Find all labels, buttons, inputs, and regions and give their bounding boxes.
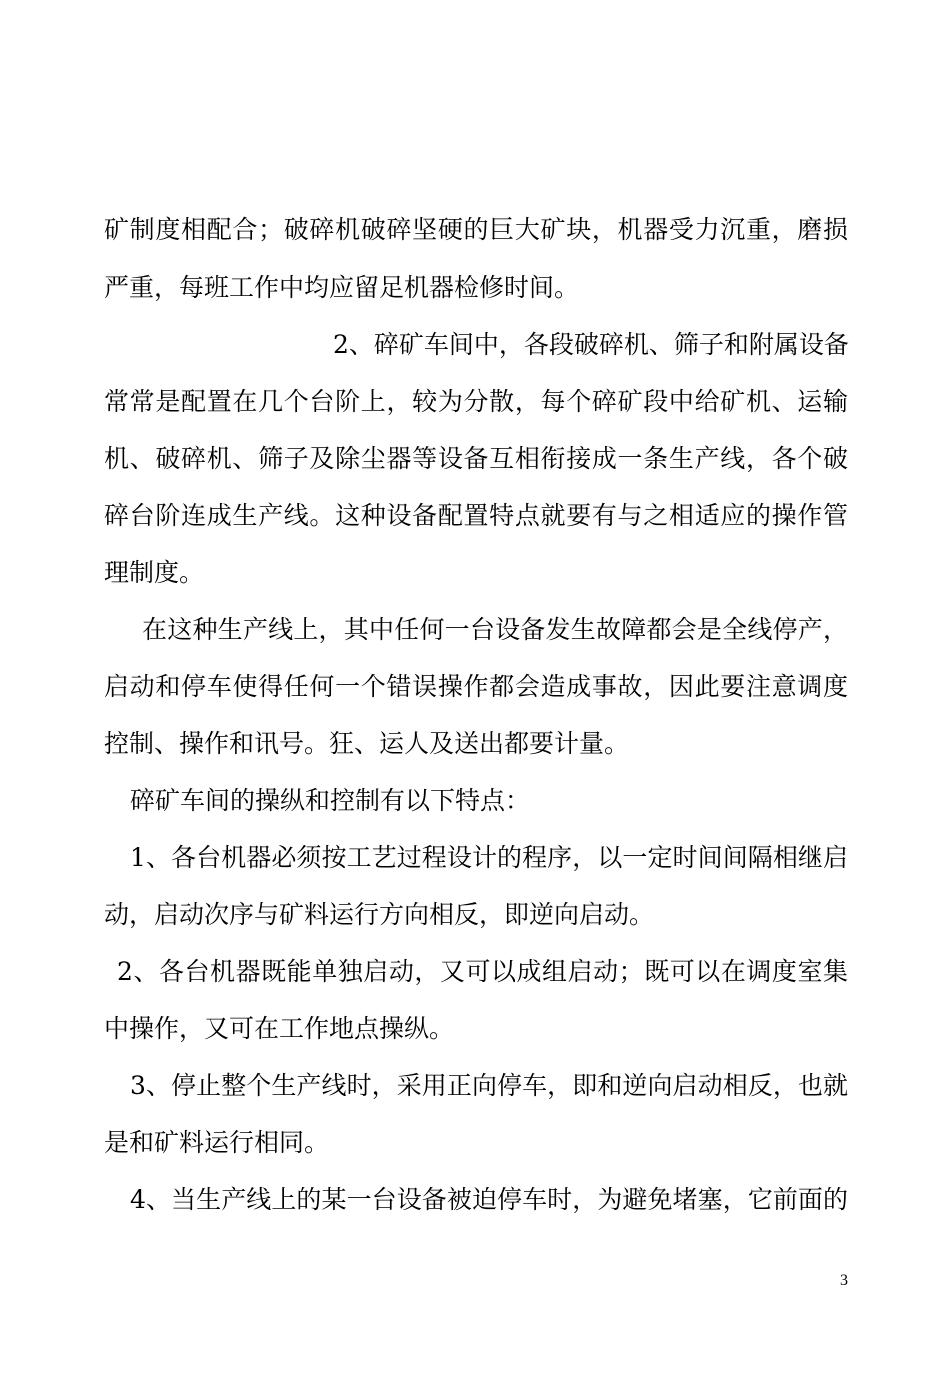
text-line: 在这种生产线上，其中任何一台设备发生故障都会是全线停产， (142, 615, 848, 644)
text-line: 严重，每班工作中均应留足机器检修时间。 (104, 273, 580, 302)
text-line: 4、当生产线上的某一台设备被迫停车时，为避免堵塞，它前面的 (130, 1185, 848, 1214)
text-line: 常常是配置在几个台阶上，较为分散，每个碎矿段中给矿机、运输 (104, 387, 848, 416)
text-line: 控制、操作和讯号。狂、运人及送出都要计量。 (104, 729, 630, 758)
text-line: 中操作，又可在工作地点操纵。 (104, 1014, 455, 1043)
text-line: 是和矿料运行相同。 (104, 1128, 330, 1157)
text-line: 矿制度相配合；破碎机破碎坚硬的巨大矿块，机器受力沉重，磨损 (104, 215, 848, 244)
text-line: 碎矿车间的操纵和控制有以下特点： (130, 786, 531, 815)
text-line: 机、破碎机、筛子及除尘器等设备互相衔接成一条生产线，各个破 (104, 444, 848, 473)
text-line: 2、碎矿车间中，各段破碎机、筛子和附属设备 (333, 330, 849, 359)
text-line: 3、停止整个生产线时，采用正向停车，即和逆向启动相反，也就 (130, 1071, 848, 1100)
text-line: 启动和停车使得任何一个错误操作都会造成事故，因此要注意调度 (104, 672, 848, 701)
text-line: 动，启动次序与矿料运行方向相反，即逆向启动。 (104, 900, 655, 929)
text-line: 2、各台机器既能单独启动，又可以成组启动；既可以在调度室集 (117, 957, 848, 986)
text-line: 理制度。 (104, 558, 205, 587)
page-number: 3 (840, 1272, 848, 1289)
text-line: 碎台阶连成生产线。这种设备配置特点就要有与之相适应的操作管 (104, 501, 848, 530)
text-line: 1、各台机器必须按工艺过程设计的程序，以一定时间间隔相继启 (130, 843, 848, 872)
